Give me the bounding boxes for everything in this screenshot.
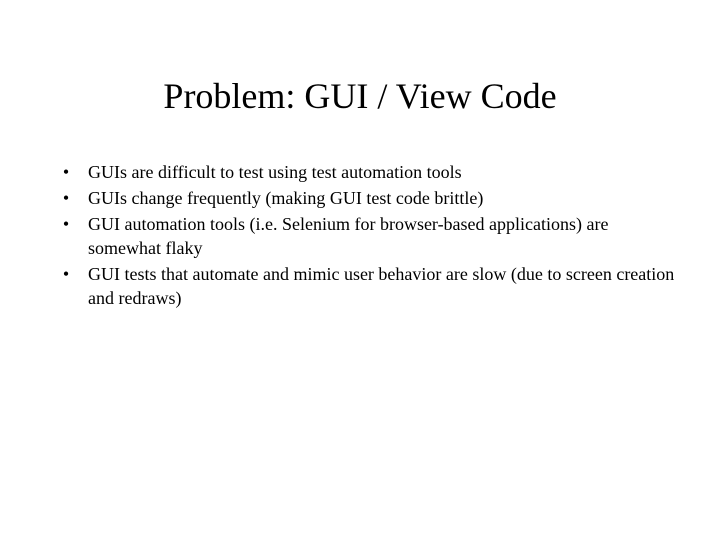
bullet-marker: • xyxy=(62,188,70,208)
bullet-item xyxy=(56,262,676,310)
bullet-marker: • xyxy=(62,214,70,234)
bullet-text: GUI tests that automate and mimic user behavior are slow (due to screen creation and redraws) xyxy=(88,264,675,308)
bullet-text: GUI automation tools (i.e. Selenium for browser-based applications) are somewhat flaky xyxy=(88,214,609,258)
bullet-marker: • xyxy=(62,162,70,182)
slide-title: Problem: GUI / View Code xyxy=(163,76,557,116)
bullet-list xyxy=(56,160,676,312)
bullet-text: GUIs are difficult to test using test automation tools xyxy=(88,162,462,182)
bullet-item xyxy=(56,212,676,260)
bullet-item xyxy=(56,186,676,210)
bullet-text: GUIs change frequently (making GUI test code brittle) xyxy=(88,188,484,208)
bullet-marker: • xyxy=(62,264,70,284)
bullet-item xyxy=(56,160,676,184)
